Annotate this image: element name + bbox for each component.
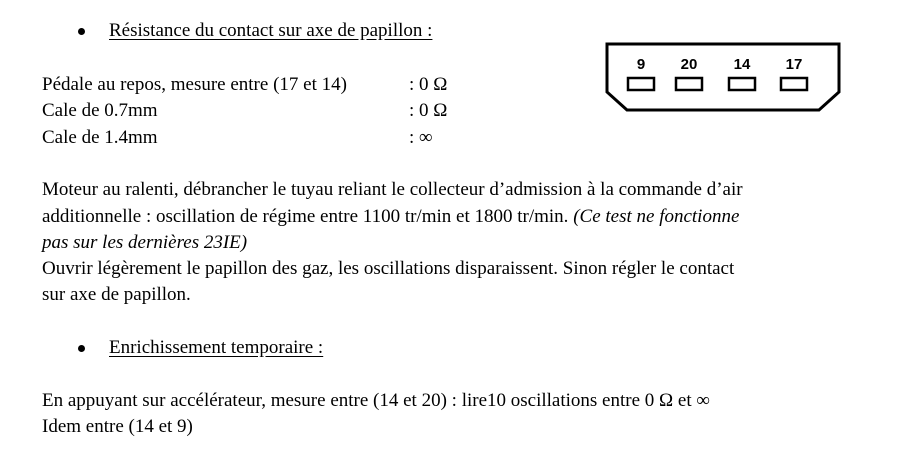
paragraph-note: pas sur les dernières 23IE)	[42, 232, 248, 253]
section-heading-contact-resistance: Résistance du contact sur axe de papillon :	[109, 20, 433, 41]
pin-label: 9	[636, 56, 646, 73]
section-heading-temporary-enrichment: Enrichissement temporaire :	[109, 337, 324, 358]
pin-label: 20	[680, 56, 698, 73]
pin-label: 17	[785, 56, 803, 73]
bullet-icon	[78, 28, 85, 35]
measurement-label: Pédale au repos, mesure entre (17 et 14)	[42, 74, 347, 95]
paragraph-line: Ouvrir légèrement le papillon des gaz, les oscillations disparaissent. Sinon régler le contact	[42, 258, 735, 279]
paragraph-note: (Ce test ne fonctionne	[573, 206, 740, 227]
pin-slot	[676, 78, 702, 90]
measurement-label: Cale de 0.7mm	[42, 100, 158, 121]
paragraph-line: sur axe de papillon.	[42, 284, 191, 305]
paragraph-line: Moteur au ralenti, débrancher le tuyau reliant le collecteur d’admission à la commande d’air	[42, 179, 743, 200]
paragraph-line	[42, 207, 739, 226]
pin-slot	[628, 78, 654, 90]
measurement-value: : 0 Ω	[409, 100, 448, 121]
connector-diagram	[597, 38, 847, 123]
paragraph-line: Idem entre (14 et 9)	[42, 416, 193, 437]
paragraph-text: additionnelle : oscillation de régime entre 1100 tr/min et 1800 tr/min.	[42, 206, 569, 227]
pin-label: 14	[733, 56, 751, 73]
measurement-value: : 0 Ω	[409, 74, 448, 95]
bullet-icon	[78, 345, 85, 352]
measurement-label: Cale de 1.4mm	[42, 127, 158, 148]
measurement-value: : ∞	[409, 127, 433, 148]
pin-slot	[781, 78, 807, 90]
pin-slot	[729, 78, 755, 90]
paragraph-line: En appuyant sur accélérateur, mesure entre (14 et 20) : lire10 oscillations entre 0 Ω et ∞	[42, 390, 710, 411]
